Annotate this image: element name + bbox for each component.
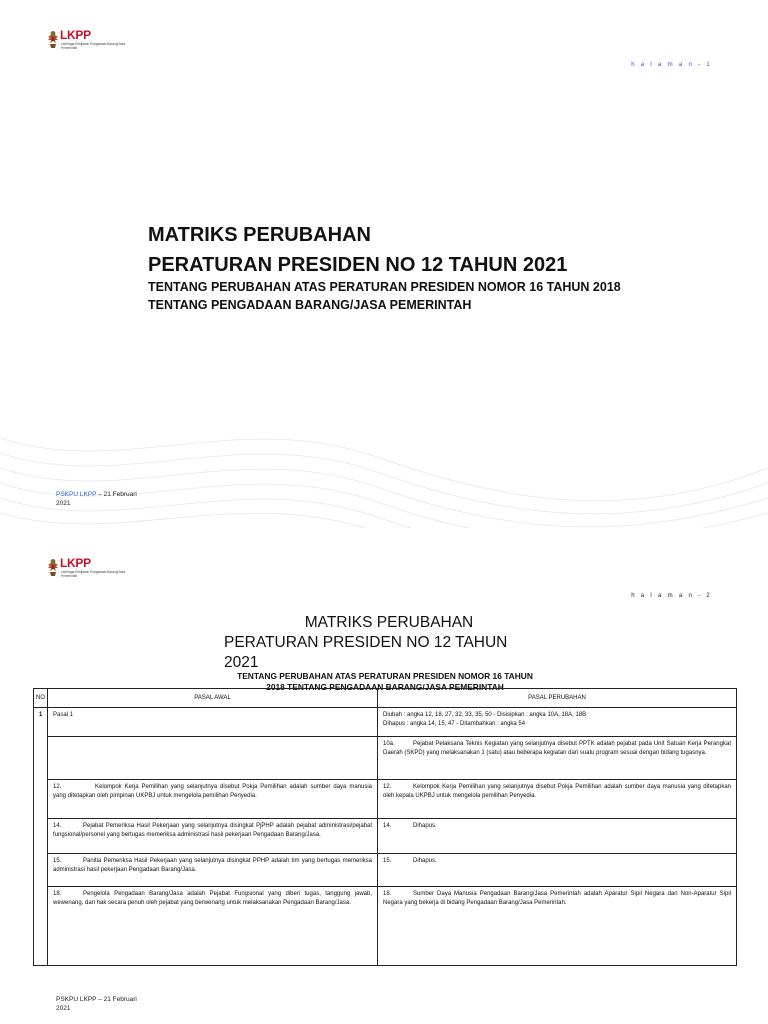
logo-wordmark: LKPP	[60, 28, 91, 42]
title-line-3: 2021	[224, 654, 259, 671]
perubahan-cell	[378, 819, 737, 854]
header-no: NO	[34, 689, 48, 708]
slide-page-2	[0, 530, 768, 1024]
awal-text: Pengelola Pengadaan Barang/Jasa adalah Pejabat Fungsional yang diberi tugas, tanggung jawab, wewenang, dan hak secara penuh oleh pejabat yang berwenang untuk melaksanakan Pengadaan Barang/Jasa.	[53, 891, 372, 906]
background-wave-pattern	[0, 398, 768, 528]
perubahan-text: Dihapus.	[413, 858, 437, 864]
table-row	[34, 854, 737, 887]
amendment-matrix-table	[33, 688, 737, 966]
awal-cell	[48, 887, 378, 966]
page-number: h a l a m a n - 1	[631, 62, 712, 68]
awal-number: 12.	[53, 784, 62, 790]
page-number: h a l a m a n - 2	[631, 593, 712, 599]
change-summary	[378, 708, 737, 737]
table-header-row	[34, 689, 737, 708]
header-pasal-perubahan: PASAL PERUBAHAN	[378, 689, 737, 708]
summary-line-2: Dihapus : angka 14, 15, 47 - Ditambahkan : angka 54	[383, 720, 526, 727]
document-subtitle	[148, 278, 621, 314]
summary-line-1: Diubah : angka 12, 18, 27, 32, 33, 35, 50 - Disisipkan : angka 10A, 18A, 18B	[383, 712, 587, 718]
awal-cell	[48, 737, 378, 780]
footer-year: 2021	[56, 1005, 71, 1012]
perubahan-number: 12.	[383, 784, 392, 790]
perubahan-number: 10a.	[383, 741, 395, 747]
garuda-emblem-icon	[46, 556, 60, 580]
subtitle-line-1: TENTANG PERUBAHAN ATAS PERATURAN PRESIDEN NOMOR 16 TAHUN	[237, 671, 533, 681]
perubahan-text: Kelompok Kerja Pemilihan yang selanjutnya disebut Pokja Pemilihan adalah sumber daya manusia yang ditetapkan oleh kepala UKPBJ untuk mengelola pemilihan Penyedia.	[383, 784, 731, 799]
logo-subtitle: Lembaga Kebijakan Pengadaan Barang/Jasa Pemerintah	[61, 42, 126, 50]
awal-text: Kelompok Kerja Pemilihan yang selanjutnya disebut Pokja Pemilihan adalah sumber daya manusia yang ditetapkan oleh pimpinan UKPBJ untuk mengelola pemilihan Penyedia.	[53, 784, 372, 799]
perubahan-cell	[378, 854, 737, 887]
title-line-1: MATRIKS PERUBAHAN	[148, 224, 371, 246]
lkpp-logo	[46, 556, 126, 582]
logo-wordmark: LKPP	[60, 556, 91, 570]
perubahan-cell	[378, 737, 737, 780]
perubahan-text: Sumber Daya Manusia Pengadaan Barang/Jasa Pemerintah adalah Aparatur Sipil Negara dan Non-Aparatur Sipil Negara yang bekerja di bidang Pengadaan Barang/Jasa Pemerintah.	[383, 891, 731, 906]
awal-cell	[48, 854, 378, 887]
perubahan-number: 15.	[383, 858, 392, 864]
awal-number: 18.	[53, 891, 62, 897]
footer	[56, 995, 137, 1013]
subtitle-line-1: TENTANG PERUBAHAN ATAS PERATURAN PRESIDEN NOMOR 16 TAHUN 2018	[148, 280, 621, 294]
garuda-emblem-icon	[46, 28, 60, 52]
perubahan-number: 18.	[383, 891, 392, 897]
title-line-2: PERATURAN PRESIDEN NO 12 TAHUN	[224, 634, 508, 651]
row-number: 1	[34, 708, 48, 966]
awal-cell	[48, 780, 378, 819]
footer-year: 2021	[56, 500, 71, 507]
footer-text: PSKPU LKPP – 21 Februari	[56, 996, 137, 1003]
logo-subtitle: Lembaga Kebijakan Pengadaan Barang/Jasa Pemerintah	[61, 570, 126, 578]
lkpp-logo	[46, 28, 126, 54]
subtitle-line-2: TENTANG PENGADAAN BARANG/JASA PEMERINTAH	[148, 298, 472, 312]
perubahan-text: Pejabat Pelaksana Teknis Kegiatan yang selanjutnya disebut PPTK adalah pejabat pada Unit Satuan Kerja Perangkat Daerah (SKPD) yang melaksanakan 1 (satu) atau beberapa kegiatan dari suatu program sesuai dengan bidang tugasnya.	[383, 741, 731, 756]
footer-org: PSKPU LKPP	[56, 491, 97, 498]
table-row	[34, 708, 737, 737]
table-row	[34, 780, 737, 819]
perubahan-cell	[378, 887, 737, 966]
awal-number: 15.	[53, 858, 62, 864]
footer	[56, 490, 137, 508]
subtitle-line-2: 2018 TENTANG PENGADAAN BARANG/JASA PEMERINTAH	[266, 682, 504, 692]
header-pasal-awal: PASAL AWAL	[48, 689, 378, 708]
title-line-2: PERATURAN PRESIDEN NO 12 TAHUN 2021	[148, 254, 568, 276]
pasal-label: Pasal 1	[48, 708, 378, 737]
document-title	[148, 220, 567, 280]
table-row	[34, 887, 737, 966]
awal-cell	[48, 819, 378, 854]
perubahan-number: 14.	[383, 823, 392, 829]
title-line-1: MATRIKS PERUBAHAN	[304, 614, 474, 631]
table-row	[34, 819, 737, 854]
perubahan-cell	[378, 780, 737, 819]
awal-text: Panitia Pemeriksa Hasil Pekerjaan yang selanjutnya disingkat PPHP adalah tim yang bertugas memeriksa administrasi hasil pekerjaan Pengadaan Barang/Jasa.	[53, 858, 372, 873]
document-title	[224, 613, 554, 673]
table-row	[34, 737, 737, 780]
perubahan-text: Dihapus.	[413, 823, 437, 829]
awal-number: 14.	[53, 823, 62, 829]
footer-date: – 21 Februari	[96, 491, 137, 498]
awal-text: Pejabat Pemeriksa Hasil Pekerjaan yang selanjutnya disingkat PjPHP adalah pejabat administrasi/pejabat fungsional/personel yang bertugas memeriksa administrasi hasil pekerjaan Pengadaan Barang/Jasa.	[53, 823, 372, 838]
